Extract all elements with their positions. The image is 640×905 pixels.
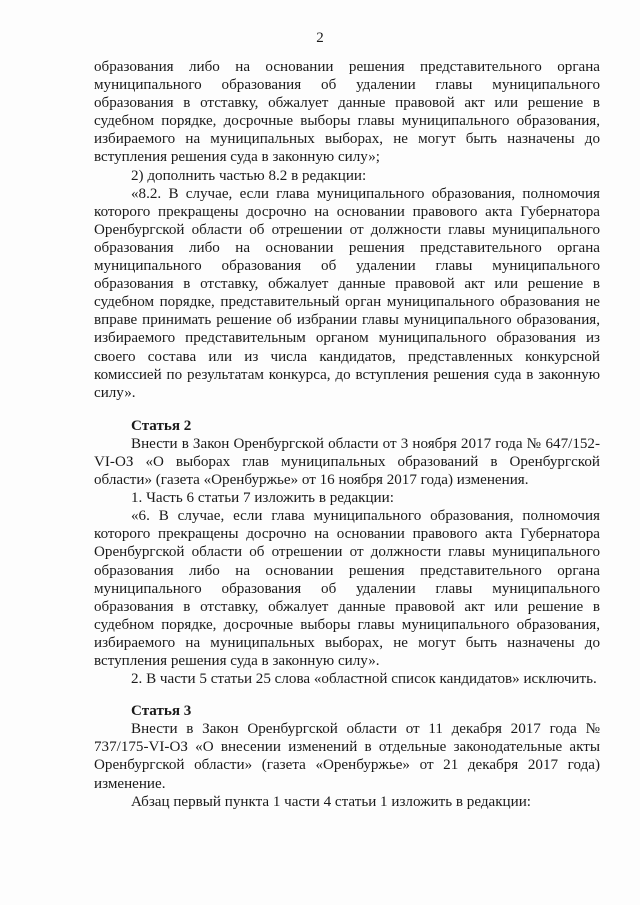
section-spacer bbox=[94, 688, 600, 702]
paragraph-article-2-intro: Внести в Закон Оренбургской области от 3 ноября 2017 года № 647/152-VI-ОЗ «О выборах глав муниципальных образований в Оренбургской области» (газета «Оренбуржье» от 16 ноября 2017 года) изменения. bbox=[94, 435, 600, 489]
paragraph-article-2-item-1: 1. Часть 6 статьи 7 изложить в редакции: bbox=[131, 490, 394, 507]
paragraph-article-3-item: Абзац первый пункта 1 части 4 статьи 1 изложить в редакции: bbox=[131, 793, 531, 810]
heading-article-3: Статья 3 bbox=[131, 703, 192, 720]
heading-article-2: Статья 2 bbox=[131, 417, 192, 434]
page-number: 2 bbox=[316, 30, 324, 46]
paragraph-part-8-2: «8.2. В случае, если глава муниципального образования, полномочия которого прекращены досрочно на основании правового акта Губернатора Оренбургской области об отрешении от должности главы муниципального образования либо на основании решения представительного органа муниципального образования об удалении главы муниципального образования в отставку, обжалует данные правовой акт или решение в судебном порядке, представительный орган муниципального образования не вправе принимать решение об избрании главы муниципального образования, избираемого представительным органом муниципального образования из своего состава или из числа кандидатов, представленных конкурсной комиссией по результатам конкурса, до вступления решения суда в законную силу». bbox=[94, 185, 600, 401]
paragraph-article-2-item-2: 2. В части 5 статьи 25 слова «областной список кандидатов» исключить. bbox=[131, 671, 597, 688]
paragraph-article-3-intro: Внести в Закон Оренбургской области от 11 декабря 2017 года № 737/175-VI-ОЗ «О внесении изменений в отдельные законодательные акты Оренбургской области» (газета «Оренбуржье» от 21 декабря 2017 года) изменение. bbox=[94, 721, 600, 792]
paragraph-amendment-item-2: 2) дополнить частью 8.2 в редакции: bbox=[131, 167, 367, 184]
paragraph-part-6: «6. В случае, если глава муниципального образования, полномочия которого прекращены досрочно на основании правового акта Губернатора Оренбургской области об отрешении от должности главы муниципального образования либо на основании решения представительного органа муниципального образования об удалении главы муниципального образования в отставку, обжалует данные правовой акт или решение в судебном порядке, досрочные выборы главы муниципального образования, избираемого на муниципальных выборах, не могут быть назначены до вступления решения суда в законную силу». bbox=[94, 508, 600, 669]
paragraph-continuation: образования либо на основании решения представительного органа муниципального образования об удалении главы муниципального образования в отставку, обжалует данные правовой акт или решение в судебном порядке, досрочные выборы главы муниципального образования, избираемого на муниципальных выборах, не могут быть назначены до вступления решения суда в законную силу»; bbox=[94, 59, 600, 166]
document-body bbox=[94, 58, 600, 811]
section-spacer bbox=[94, 402, 600, 417]
